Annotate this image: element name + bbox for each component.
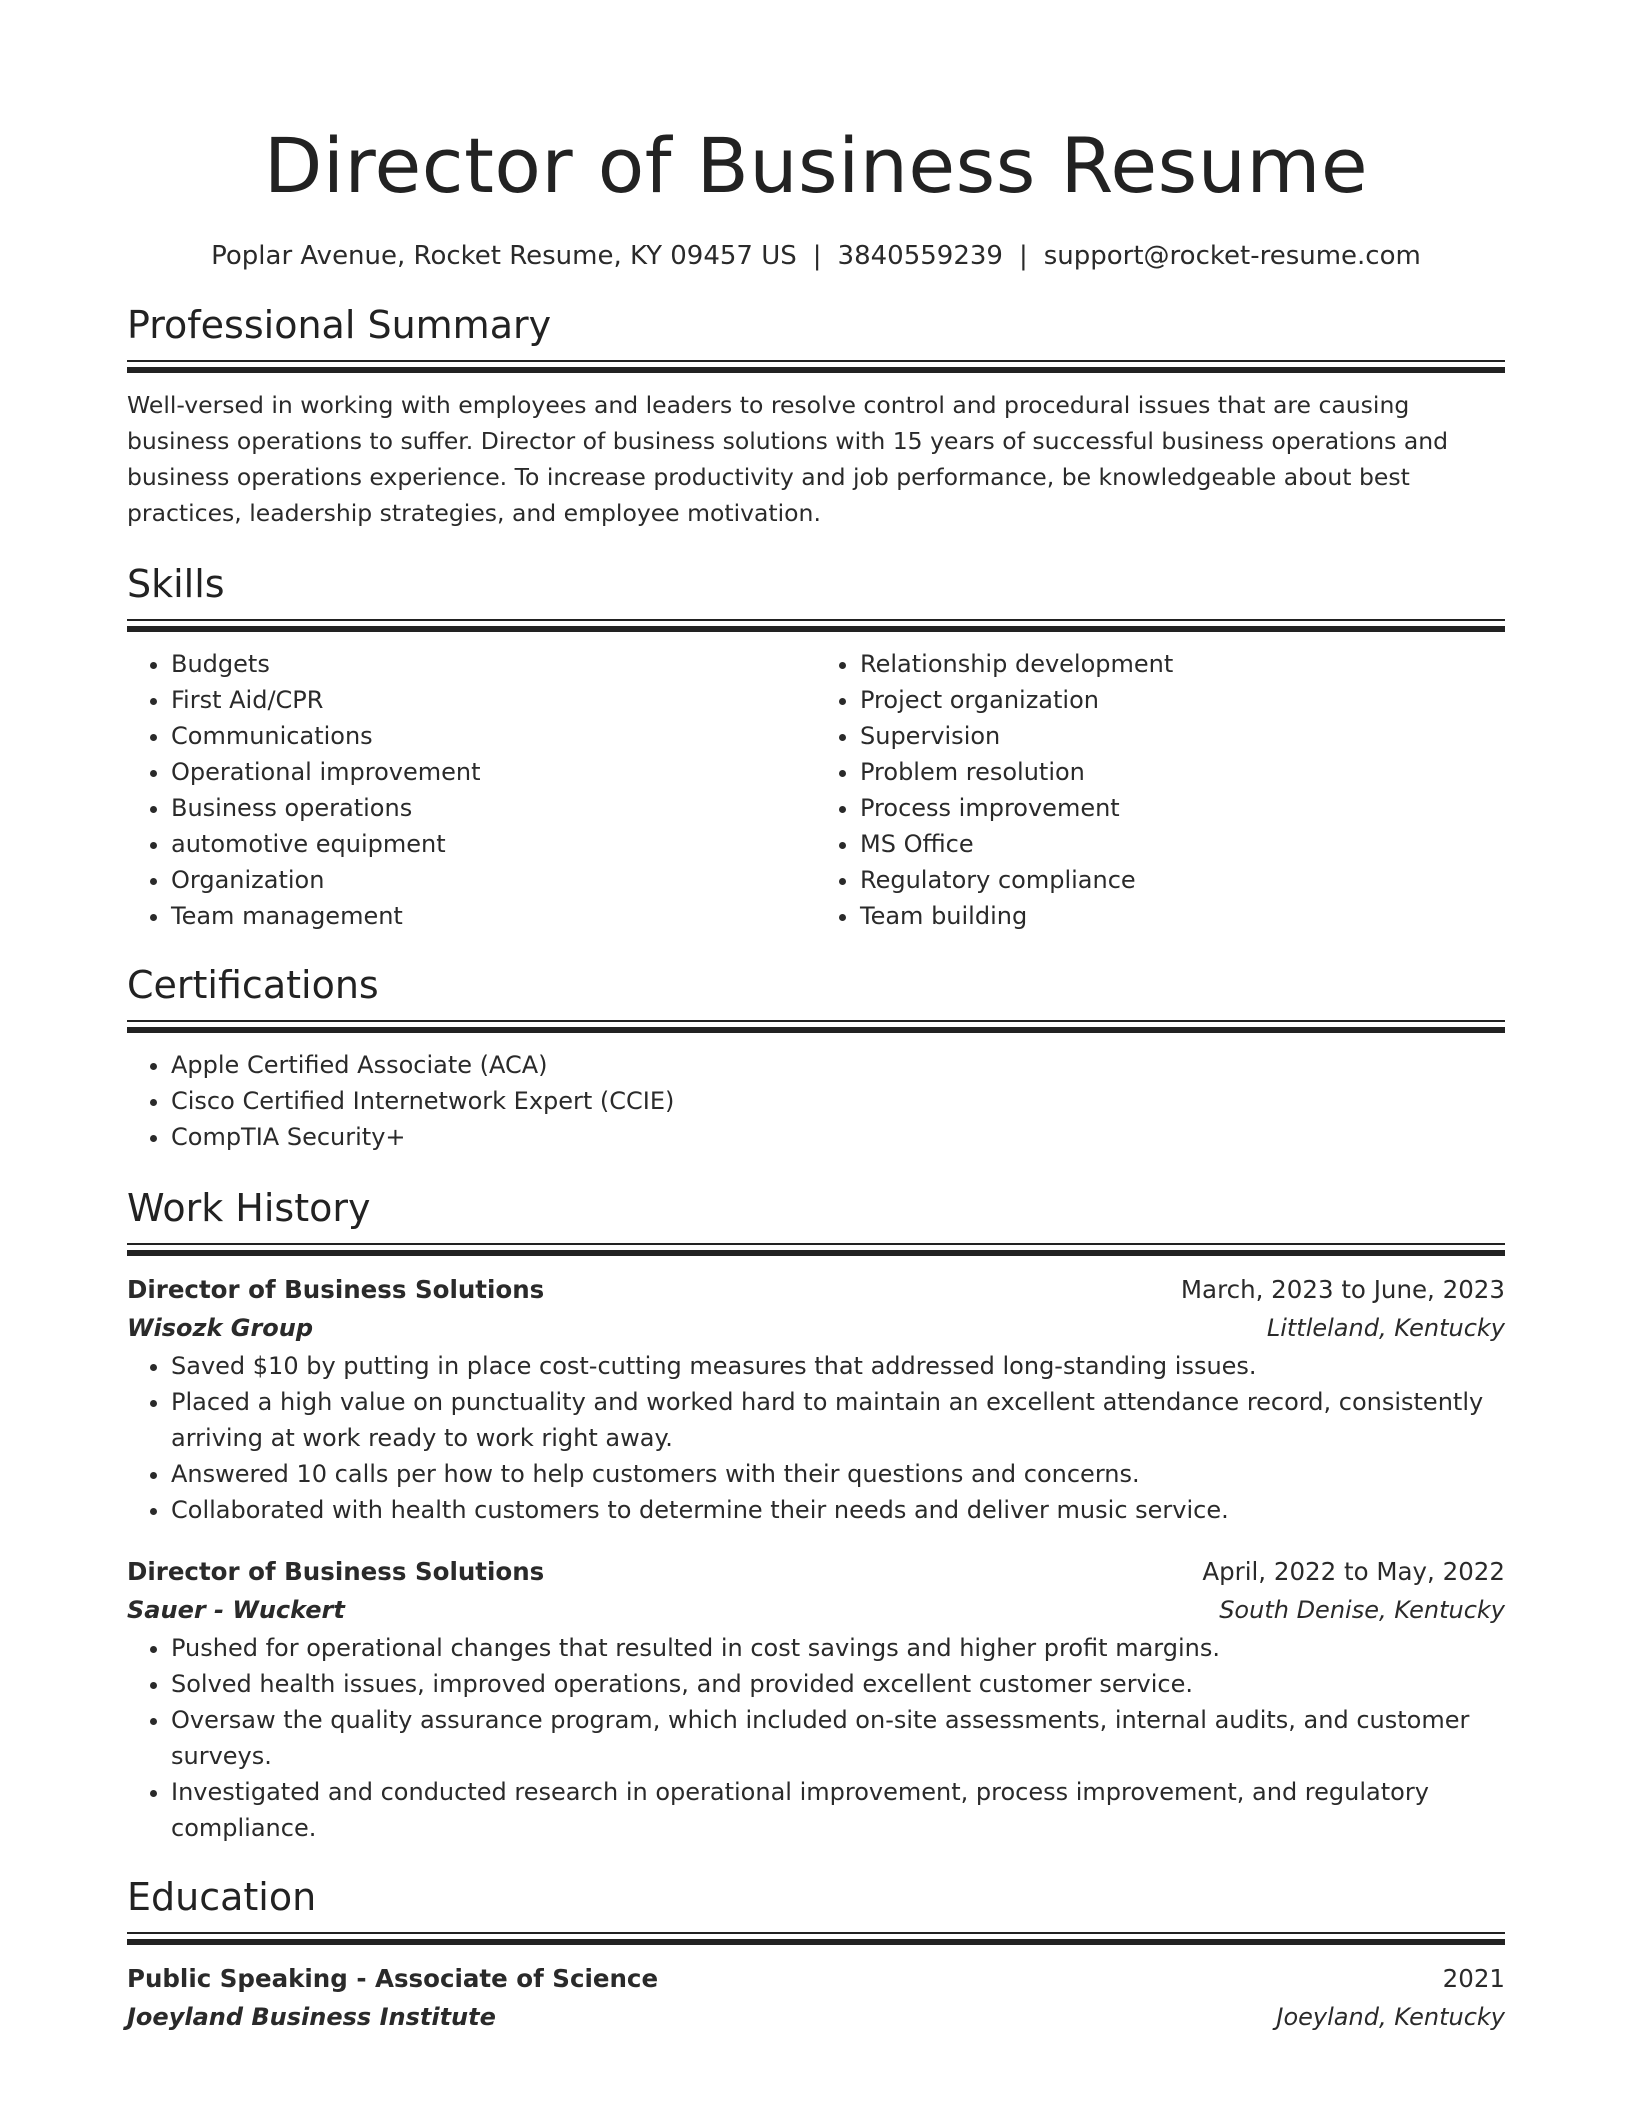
skill-item: • Organization (171, 862, 816, 898)
section-heading-education: Education (127, 1875, 317, 1919)
skill-item: • MS Office (860, 826, 1505, 862)
certifications-section (127, 960, 1505, 1155)
skill-item: • Problem resolution (860, 754, 1505, 790)
contact-phone: 3840559239 (837, 241, 1003, 271)
certification-item: • CompTIA Security+ (171, 1119, 1505, 1155)
skill-item: • Operational improvement (171, 754, 816, 790)
contact-email: support@rocket-resume.com (1043, 241, 1421, 271)
skills-list-left (127, 646, 816, 934)
certification-item: • Cisco Certified Internetwork Expert (CCIE) (171, 1083, 1505, 1119)
job-entry (127, 1270, 1505, 1528)
job-bullet: • Collaborated with health customers to determine their needs and deliver music service. (171, 1492, 1505, 1528)
education-year: 2021 (1442, 1964, 1505, 1993)
skill-item: • automotive equipment (171, 826, 816, 862)
job-header (127, 1552, 1505, 1591)
education-entry (127, 1959, 1505, 2037)
job-bullets (127, 1630, 1505, 1846)
education-section (127, 1872, 1505, 2037)
skills-list-right (816, 646, 1505, 934)
contact-line (127, 238, 1505, 274)
education-location: Joeyland, Kentucky (1276, 2003, 1505, 2031)
contact-separator: | (1018, 241, 1028, 271)
skill-item: • Process improvement (860, 790, 1505, 826)
certifications-list (127, 1047, 1505, 1155)
skill-item: • Budgets (171, 646, 816, 682)
job-dates: March, 2023 to June, 2023 (1180, 1275, 1505, 1304)
job-dates: April, 2022 to May, 2022 (1202, 1557, 1505, 1586)
certification-item: • Apple Certified Associate (ACA) (171, 1047, 1505, 1083)
job-bullet: • Pushed for operational changes that resulted in cost savings and higher profit margins. (171, 1630, 1505, 1666)
section-divider (127, 1020, 1505, 1033)
skill-item: • Team management (171, 898, 816, 934)
education-subheader (127, 1998, 1505, 2037)
education-school: Joeyland Business Institute (127, 2003, 496, 2031)
contact-address: Poplar Avenue, Rocket Resume, KY 09457 US (211, 241, 797, 271)
job-entry (127, 1552, 1505, 1846)
job-location: South Denise, Kentucky (1219, 1596, 1505, 1624)
job-bullet: • Oversaw the quality assurance program, which included on-site assessments, internal audits, and customer surveys. (171, 1702, 1505, 1774)
section-divider (127, 1932, 1505, 1945)
job-title: Director of Business Solutions (127, 1557, 545, 1586)
section-heading-skills: Skills (127, 562, 225, 606)
work-history-section (127, 1183, 1505, 1846)
skill-item: • Team building (860, 898, 1505, 934)
education-header (127, 1959, 1505, 1998)
section-heading-summary: Professional Summary (127, 303, 552, 347)
job-header (127, 1270, 1505, 1309)
skill-item: • First Aid/CPR (171, 682, 816, 718)
job-bullet: • Placed a high value on punctuality and worked hard to maintain an excellent attendance record, consistently arriving at work ready to work right away. (171, 1384, 1505, 1456)
job-bullet: • Investigated and conducted research in operational improvement, process improvement, and regulatory compliance. (171, 1774, 1505, 1846)
contact-separator: | (812, 241, 822, 271)
skills-section (127, 559, 1505, 934)
job-subheader (127, 1309, 1505, 1348)
section-divider (127, 619, 1505, 632)
job-bullets (127, 1348, 1505, 1528)
section-divider (127, 360, 1505, 373)
skill-item: • Supervision (860, 718, 1505, 754)
section-heading-work-history: Work History (127, 1186, 371, 1230)
summary-text: Well-versed in working with employees and leaders to resolve control and procedural issues that are causing business operations to suffer. Director of business solutions with 15 years of successful business operations and business operations experience. To increase productivity and job performance, be knowledgeable about best practices, leadership strategies, and employee motivation. (127, 391, 1449, 527)
skill-item: • Relationship development (860, 646, 1505, 682)
job-location: Littleland, Kentucky (1266, 1314, 1505, 1342)
summary-section (127, 300, 1505, 531)
skill-item: • Regulatory compliance (860, 862, 1505, 898)
section-divider (127, 1243, 1505, 1256)
resume-title: Director of Business Resume (263, 121, 1369, 210)
skills-grid (127, 646, 1505, 934)
job-bullet: • Solved health issues, improved operations, and provided excellent customer service. (171, 1666, 1505, 1702)
job-bullet: • Answered 10 calls per how to help customers with their questions and concerns. (171, 1456, 1505, 1492)
job-subheader (127, 1591, 1505, 1630)
job-company: Sauer - Wuckert (127, 1596, 345, 1624)
job-company: Wisozk Group (127, 1314, 314, 1342)
skill-item: • Business operations (171, 790, 816, 826)
skill-item: • Project organization (860, 682, 1505, 718)
section-heading-certifications: Certifications (127, 963, 379, 1007)
job-bullet: • Saved $10 by putting in place cost-cutting measures that addressed long-standing issues. (171, 1348, 1505, 1384)
skill-item: • Communications (171, 718, 816, 754)
job-title: Director of Business Solutions (127, 1275, 545, 1304)
education-degree: Public Speaking - Associate of Science (127, 1964, 659, 1993)
